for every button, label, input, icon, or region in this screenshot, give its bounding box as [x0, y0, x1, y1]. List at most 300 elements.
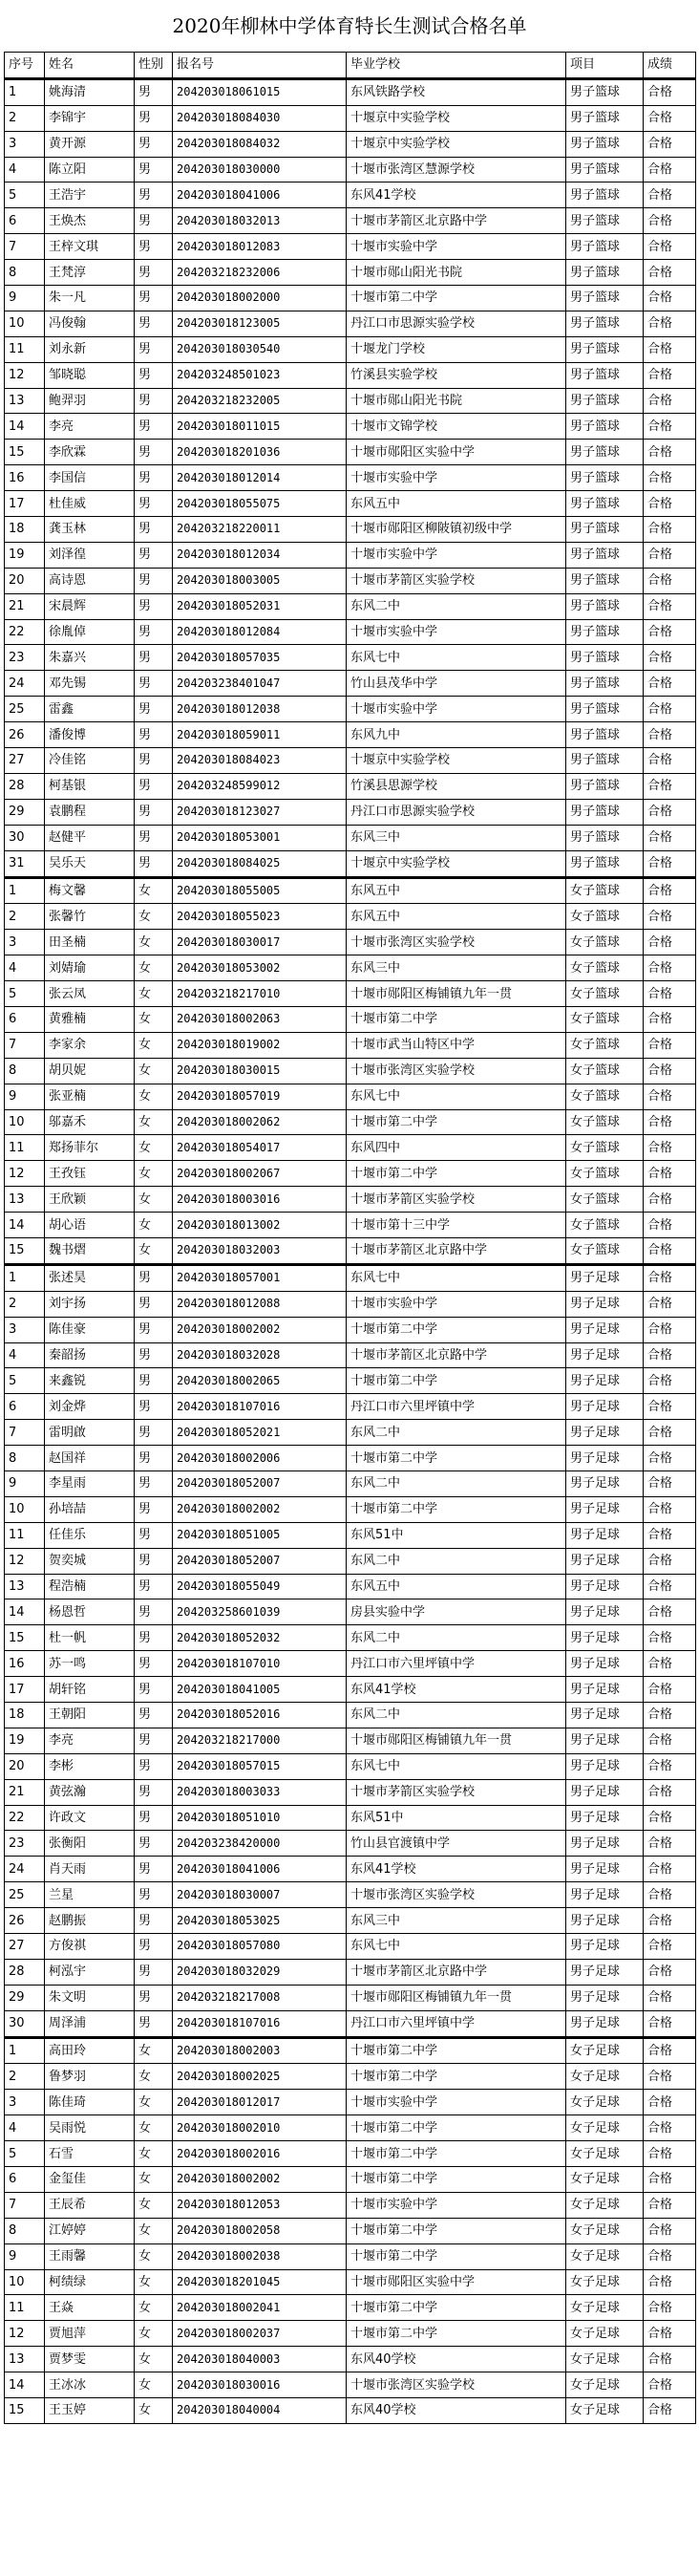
cell-name: 邹晓聪 [45, 362, 135, 388]
cell-school: 东风二中 [347, 1703, 566, 1728]
cell-gender: 男 [135, 260, 173, 286]
cell-school: 东风七中 [347, 1084, 566, 1109]
cell-registration-number: 204203018052021 [173, 1420, 347, 1446]
cell-registration-number: 204203218232005 [173, 388, 347, 414]
cell-name: 潘俊博 [45, 722, 135, 748]
cell-school: 十堰市第二中学 [347, 1109, 566, 1135]
cell-name: 兰星 [45, 1882, 135, 1908]
cell-result: 合格 [644, 671, 696, 697]
cell-event: 女子足球 [566, 2090, 644, 2115]
cell-school: 竹溪县实验学校 [347, 362, 566, 388]
table-row [5, 2243, 696, 2269]
table-row [5, 2090, 696, 2115]
cell-result: 合格 [644, 2398, 696, 2424]
cell-name: 宋晨辉 [45, 593, 135, 619]
cell-school: 十堰市茅箭区北京路中学 [347, 1959, 566, 1985]
cell-event: 男子足球 [566, 1446, 644, 1471]
cell-event: 男子足球 [566, 1264, 644, 1291]
cell-gender: 男 [135, 517, 173, 543]
cell-event: 女子篮球 [566, 1213, 644, 1238]
cell-name: 邓先锡 [45, 671, 135, 697]
cell-event: 男子篮球 [566, 208, 644, 234]
table-row [5, 1006, 696, 1032]
cell-event: 男子足球 [566, 1342, 644, 1368]
cell-registration-number: 204203018107016 [173, 1394, 347, 1420]
cell-name: 冯俊翰 [45, 311, 135, 336]
cell-event: 女子足球 [566, 2347, 644, 2372]
table-row [5, 1291, 696, 1317]
cell-result: 合格 [644, 2372, 696, 2398]
cell-name: 雷鑫 [45, 697, 135, 722]
cell-registration-number: 204203018003005 [173, 568, 347, 593]
cell-gender: 男 [135, 1496, 173, 1522]
cell-school: 十堰市郧阳区梅铺镇九年一贯 [347, 1728, 566, 1753]
cell-school: 十堰市茅箭区北京路中学 [347, 1237, 566, 1264]
cell-result: 合格 [644, 1368, 696, 1394]
cell-gender: 男 [135, 748, 173, 774]
cell-school: 十堰市第二中学 [347, 286, 566, 311]
cell-name: 王玉婷 [45, 2398, 135, 2424]
cell-registration-number: 204203018002062 [173, 1109, 347, 1135]
cell-event: 男子足球 [566, 1291, 644, 1317]
cell-result: 合格 [644, 1264, 696, 1291]
cell-index: 27 [5, 748, 45, 774]
cell-name: 李彬 [45, 1753, 135, 1779]
cell-index: 24 [5, 1857, 45, 1882]
cell-result: 合格 [644, 1109, 696, 1135]
table-row [5, 491, 696, 517]
cell-index: 9 [5, 2243, 45, 2269]
cell-index: 5 [5, 182, 45, 208]
cell-result: 合格 [644, 2218, 696, 2243]
cell-gender: 男 [135, 1470, 173, 1496]
cell-gender: 女 [135, 1058, 173, 1084]
cell-name: 张衡阳 [45, 1831, 135, 1857]
table-row [5, 850, 696, 877]
cell-school: 东风五中 [347, 877, 566, 904]
cell-event: 女子篮球 [566, 877, 644, 904]
cell-registration-number: 204203218217000 [173, 1728, 347, 1753]
table-row [5, 1882, 696, 1908]
table-row [5, 2398, 696, 2424]
cell-registration-number: 204203218217008 [173, 1985, 347, 2010]
cell-name: 鲍羿羽 [45, 388, 135, 414]
table-row [5, 1237, 696, 1264]
cell-result: 合格 [644, 1470, 696, 1496]
cell-name: 杨恩哲 [45, 1599, 135, 1625]
cell-result: 合格 [644, 1753, 696, 1779]
cell-school: 十堰市第二中学 [347, 1161, 566, 1187]
cell-registration-number: 204203018002067 [173, 1161, 347, 1187]
table-row [5, 1394, 696, 1420]
cell-gender: 男 [135, 1368, 173, 1394]
cell-gender: 女 [135, 930, 173, 955]
cell-school: 十堰市茅箭区北京路中学 [347, 1342, 566, 1368]
table-row [5, 1548, 696, 1574]
cell-index: 11 [5, 1135, 45, 1161]
cell-event: 女子足球 [566, 2243, 644, 2269]
cell-school: 十堰市第二中学 [347, 1368, 566, 1394]
cell-result: 合格 [644, 517, 696, 543]
cell-school: 十堰市第二中学 [347, 2167, 566, 2193]
cell-index: 15 [5, 1625, 45, 1651]
cell-registration-number: 204203238401047 [173, 671, 347, 697]
cell-gender: 男 [135, 1446, 173, 1471]
cell-name: 张述昊 [45, 1264, 135, 1291]
cell-registration-number: 204203018032028 [173, 1342, 347, 1368]
cell-name: 石雪 [45, 2141, 135, 2167]
table-row [5, 2115, 696, 2141]
cell-school: 十堰市实验中学 [347, 234, 566, 260]
cell-index: 28 [5, 773, 45, 799]
cell-index: 16 [5, 1651, 45, 1677]
table-row [5, 904, 696, 930]
cell-name: 朱嘉兴 [45, 645, 135, 671]
cell-registration-number: 204203018011015 [173, 414, 347, 440]
cell-result: 合格 [644, 1625, 696, 1651]
table-header-row [5, 53, 696, 79]
cell-index: 22 [5, 1805, 45, 1831]
cell-gender: 男 [135, 1548, 173, 1574]
table-row [5, 2321, 696, 2347]
cell-index: 13 [5, 2347, 45, 2372]
cell-result: 合格 [644, 1161, 696, 1187]
cell-registration-number: 204203018013002 [173, 1213, 347, 1238]
cell-gender: 男 [135, 1908, 173, 1934]
cell-result: 合格 [644, 1908, 696, 1934]
cell-event: 男子篮球 [566, 260, 644, 286]
cell-name: 杜佳威 [45, 491, 135, 517]
cell-registration-number: 204203018002016 [173, 2141, 347, 2167]
cell-index: 1 [5, 877, 45, 904]
cell-school: 东风七中 [347, 1934, 566, 1960]
cell-event: 男子篮球 [566, 286, 644, 311]
cell-name: 王冰冰 [45, 2372, 135, 2398]
cell-registration-number: 204203018107010 [173, 1651, 347, 1677]
cell-name: 朱一凡 [45, 286, 135, 311]
cell-school: 竹溪县思源学校 [347, 773, 566, 799]
cell-registration-number: 204203018055005 [173, 877, 347, 904]
cell-index: 13 [5, 388, 45, 414]
cell-result: 合格 [644, 414, 696, 440]
cell-registration-number: 204203018057001 [173, 1264, 347, 1291]
table-row [5, 2192, 696, 2218]
cell-school: 丹江口市思源实验学校 [347, 799, 566, 825]
cell-school: 东风二中 [347, 1548, 566, 1574]
cell-gender: 女 [135, 2347, 173, 2372]
cell-index: 15 [5, 440, 45, 465]
cell-school: 十堰市郧阳区实验中学 [347, 2269, 566, 2295]
cell-school: 十堰市张湾区慧源学校 [347, 157, 566, 182]
cell-index: 15 [5, 2398, 45, 2424]
cell-index: 20 [5, 1753, 45, 1779]
cell-gender: 男 [135, 1651, 173, 1677]
cell-registration-number: 204203018002041 [173, 2295, 347, 2321]
cell-result: 合格 [644, 1187, 696, 1213]
cell-event: 女子篮球 [566, 1237, 644, 1264]
cell-index: 2 [5, 1291, 45, 1317]
cell-event: 女子篮球 [566, 1032, 644, 1058]
cell-gender: 男 [135, 414, 173, 440]
cell-registration-number: 204203018002010 [173, 2115, 347, 2141]
cell-registration-number: 204203018002063 [173, 1006, 347, 1032]
cell-gender: 女 [135, 2037, 173, 2064]
cell-result: 合格 [644, 697, 696, 722]
cell-gender: 男 [135, 208, 173, 234]
cell-name: 陈佳豪 [45, 1317, 135, 1342]
cell-school: 十堰市第二中学 [347, 2218, 566, 2243]
cell-index: 25 [5, 1882, 45, 1908]
table-row [5, 1317, 696, 1342]
cell-gender: 女 [135, 1084, 173, 1109]
cell-index: 4 [5, 157, 45, 182]
header-cell-result: 成绩 [644, 53, 696, 79]
cell-event: 男子足球 [566, 1394, 644, 1420]
cell-school: 东风二中 [347, 1470, 566, 1496]
cell-index: 9 [5, 286, 45, 311]
cell-registration-number: 204203018003016 [173, 1187, 347, 1213]
cell-registration-number: 204203018012014 [173, 465, 347, 491]
table-row [5, 2167, 696, 2193]
cell-event: 男子篮球 [566, 568, 644, 593]
cell-index: 29 [5, 799, 45, 825]
cell-index: 3 [5, 2090, 45, 2115]
cell-name: 王孜钰 [45, 1161, 135, 1187]
cell-gender: 男 [135, 850, 173, 877]
table-row [5, 1779, 696, 1805]
table-row [5, 1213, 696, 1238]
cell-result: 合格 [644, 593, 696, 619]
cell-gender: 男 [135, 1317, 173, 1342]
cell-school: 十堰市实验中学 [347, 619, 566, 645]
cell-school: 东风三中 [347, 1908, 566, 1934]
cell-event: 男子篮球 [566, 234, 644, 260]
table-row [5, 2010, 696, 2037]
cell-registration-number: 204203018002065 [173, 1368, 347, 1394]
cell-result: 合格 [644, 1574, 696, 1599]
cell-name: 吴雨悦 [45, 2115, 135, 2141]
cell-result: 合格 [644, 2347, 696, 2372]
cell-school: 十堰市茅箭区实验学校 [347, 568, 566, 593]
cell-registration-number: 204203018032013 [173, 208, 347, 234]
cell-gender: 男 [135, 1703, 173, 1728]
cell-school: 东风二中 [347, 1625, 566, 1651]
cell-registration-number: 204203018030540 [173, 336, 347, 362]
cell-school: 东风九中 [347, 722, 566, 748]
cell-gender: 男 [135, 697, 173, 722]
table-row [5, 517, 696, 543]
table-row [5, 1420, 696, 1446]
cell-event: 女子篮球 [566, 1084, 644, 1109]
cell-event: 男子篮球 [566, 517, 644, 543]
table-row [5, 2347, 696, 2372]
cell-event: 男子足球 [566, 1703, 644, 1728]
cell-event: 男子足球 [566, 1368, 644, 1394]
cell-event: 女子足球 [566, 2218, 644, 2243]
cell-registration-number: 204203018002002 [173, 2167, 347, 2193]
cell-result: 合格 [644, 1237, 696, 1264]
cell-event: 男子篮球 [566, 748, 644, 774]
cell-name: 贾旭萍 [45, 2321, 135, 2347]
cell-registration-number: 204203018032029 [173, 1959, 347, 1985]
cell-event: 男子足球 [566, 1753, 644, 1779]
cell-gender: 男 [135, 1420, 173, 1446]
table-row [5, 773, 696, 799]
cell-index: 3 [5, 1317, 45, 1342]
cell-name: 高田玲 [45, 2037, 135, 2064]
table-row [5, 2064, 696, 2090]
cell-index: 21 [5, 1779, 45, 1805]
cell-gender: 男 [135, 619, 173, 645]
cell-name: 张馨竹 [45, 904, 135, 930]
cell-registration-number: 204203018084025 [173, 850, 347, 877]
cell-event: 男子足球 [566, 1420, 644, 1446]
cell-name: 肖天雨 [45, 1857, 135, 1882]
cell-gender: 女 [135, 2295, 173, 2321]
cell-gender: 男 [135, 131, 173, 157]
table-row [5, 2269, 696, 2295]
cell-name: 魏书熠 [45, 1237, 135, 1264]
cell-school: 东风51中 [347, 1805, 566, 1831]
table-row [5, 1032, 696, 1058]
cell-name: 柯泓宇 [45, 1959, 135, 1985]
cell-gender: 男 [135, 1934, 173, 1960]
cell-index: 8 [5, 260, 45, 286]
cell-school: 十堰市张湾区实验学校 [347, 930, 566, 955]
header-cell-school: 毕业学校 [347, 53, 566, 79]
cell-event: 男子足球 [566, 1574, 644, 1599]
cell-index: 6 [5, 2167, 45, 2193]
cell-gender: 男 [135, 773, 173, 799]
cell-result: 合格 [644, 311, 696, 336]
cell-result: 合格 [644, 1135, 696, 1161]
cell-name: 徐胤倬 [45, 619, 135, 645]
cell-school: 丹江口市六里坪镇中学 [347, 1651, 566, 1677]
table-row [5, 1161, 696, 1187]
cell-event: 男子足球 [566, 1908, 644, 1934]
cell-result: 合格 [644, 260, 696, 286]
table-row [5, 1522, 696, 1548]
cell-event: 女子篮球 [566, 981, 644, 1007]
cell-name: 朱文明 [45, 1985, 135, 2010]
cell-gender: 男 [135, 1291, 173, 1317]
cell-gender: 女 [135, 2321, 173, 2347]
cell-registration-number: 204203018041005 [173, 1677, 347, 1703]
cell-school: 十堰市郧阳区柳陂镇初级中学 [347, 517, 566, 543]
cell-gender: 女 [135, 2372, 173, 2398]
cell-registration-number: 204203018057015 [173, 1753, 347, 1779]
cell-result: 合格 [644, 1805, 696, 1831]
cell-school: 十堰市第二中学 [347, 1496, 566, 1522]
cell-index: 8 [5, 1058, 45, 1084]
cell-school: 竹山县官渡镇中学 [347, 1831, 566, 1857]
cell-event: 男子篮球 [566, 722, 644, 748]
cell-gender: 女 [135, 1237, 173, 1264]
cell-index: 29 [5, 1985, 45, 2010]
cell-school: 十堰市第二中学 [347, 2295, 566, 2321]
cell-gender: 男 [135, 1728, 173, 1753]
cell-index: 6 [5, 1006, 45, 1032]
cell-result: 合格 [644, 1831, 696, 1857]
cell-result: 合格 [644, 1291, 696, 1317]
table-row [5, 1703, 696, 1728]
cell-result: 合格 [644, 1882, 696, 1908]
cell-event: 女子篮球 [566, 955, 644, 981]
cell-event: 女子足球 [566, 2037, 644, 2064]
cell-registration-number: 204203018002003 [173, 2037, 347, 2064]
cell-name: 王朝阳 [45, 1703, 135, 1728]
table-row [5, 1109, 696, 1135]
cell-event: 男子篮球 [566, 311, 644, 336]
cell-event: 男子篮球 [566, 362, 644, 388]
cell-gender: 男 [135, 465, 173, 491]
cell-event: 女子足球 [566, 2141, 644, 2167]
cell-event: 男子篮球 [566, 491, 644, 517]
cell-index: 4 [5, 2115, 45, 2141]
cell-result: 合格 [644, 1985, 696, 2010]
cell-name: 秦韶扬 [45, 1342, 135, 1368]
cell-name: 柯基银 [45, 773, 135, 799]
cell-result: 合格 [644, 981, 696, 1007]
table-row [5, 1599, 696, 1625]
cell-gender: 女 [135, 2398, 173, 2424]
cell-event: 男子篮球 [566, 182, 644, 208]
cell-index: 15 [5, 1237, 45, 1264]
cell-index: 18 [5, 517, 45, 543]
cell-event: 男子篮球 [566, 465, 644, 491]
cell-registration-number: 204203018057035 [173, 645, 347, 671]
cell-result: 合格 [644, 440, 696, 465]
cell-index: 5 [5, 981, 45, 1007]
cell-gender: 女 [135, 1213, 173, 1238]
cell-name: 吴乐天 [45, 850, 135, 877]
cell-result: 合格 [644, 336, 696, 362]
table-row [5, 336, 696, 362]
cell-index: 14 [5, 2372, 45, 2398]
cell-name: 李国信 [45, 465, 135, 491]
cell-name: 梅文馨 [45, 877, 135, 904]
cell-index: 13 [5, 1187, 45, 1213]
cell-school: 东风三中 [347, 825, 566, 850]
cell-school: 东风41学校 [347, 182, 566, 208]
cell-gender: 女 [135, 2269, 173, 2295]
cell-result: 合格 [644, 1651, 696, 1677]
cell-index: 12 [5, 1548, 45, 1574]
cell-gender: 男 [135, 1857, 173, 1882]
cell-registration-number: 204203018002038 [173, 2243, 347, 2269]
cell-result: 合格 [644, 1420, 696, 1446]
table-row [5, 1831, 696, 1857]
table-row [5, 182, 696, 208]
cell-index: 11 [5, 2295, 45, 2321]
cell-gender: 女 [135, 2141, 173, 2167]
table-row [5, 748, 696, 774]
cell-registration-number: 204203018002058 [173, 2218, 347, 2243]
cell-result: 合格 [644, 1934, 696, 1960]
cell-event: 男子篮球 [566, 336, 644, 362]
cell-gender: 女 [135, 1032, 173, 1058]
cell-registration-number: 204203018041006 [173, 1857, 347, 1882]
cell-registration-number: 204203018084023 [173, 748, 347, 774]
table-row [5, 286, 696, 311]
cell-name: 姚海清 [45, 78, 135, 105]
cell-school: 十堰市郧山阳光书院 [347, 388, 566, 414]
cell-event: 男子足球 [566, 1317, 644, 1342]
cell-school: 十堰市第二中学 [347, 2141, 566, 2167]
cell-registration-number: 204203018032003 [173, 1237, 347, 1264]
cell-index: 12 [5, 1161, 45, 1187]
cell-school: 十堰市郧山阳光书院 [347, 260, 566, 286]
